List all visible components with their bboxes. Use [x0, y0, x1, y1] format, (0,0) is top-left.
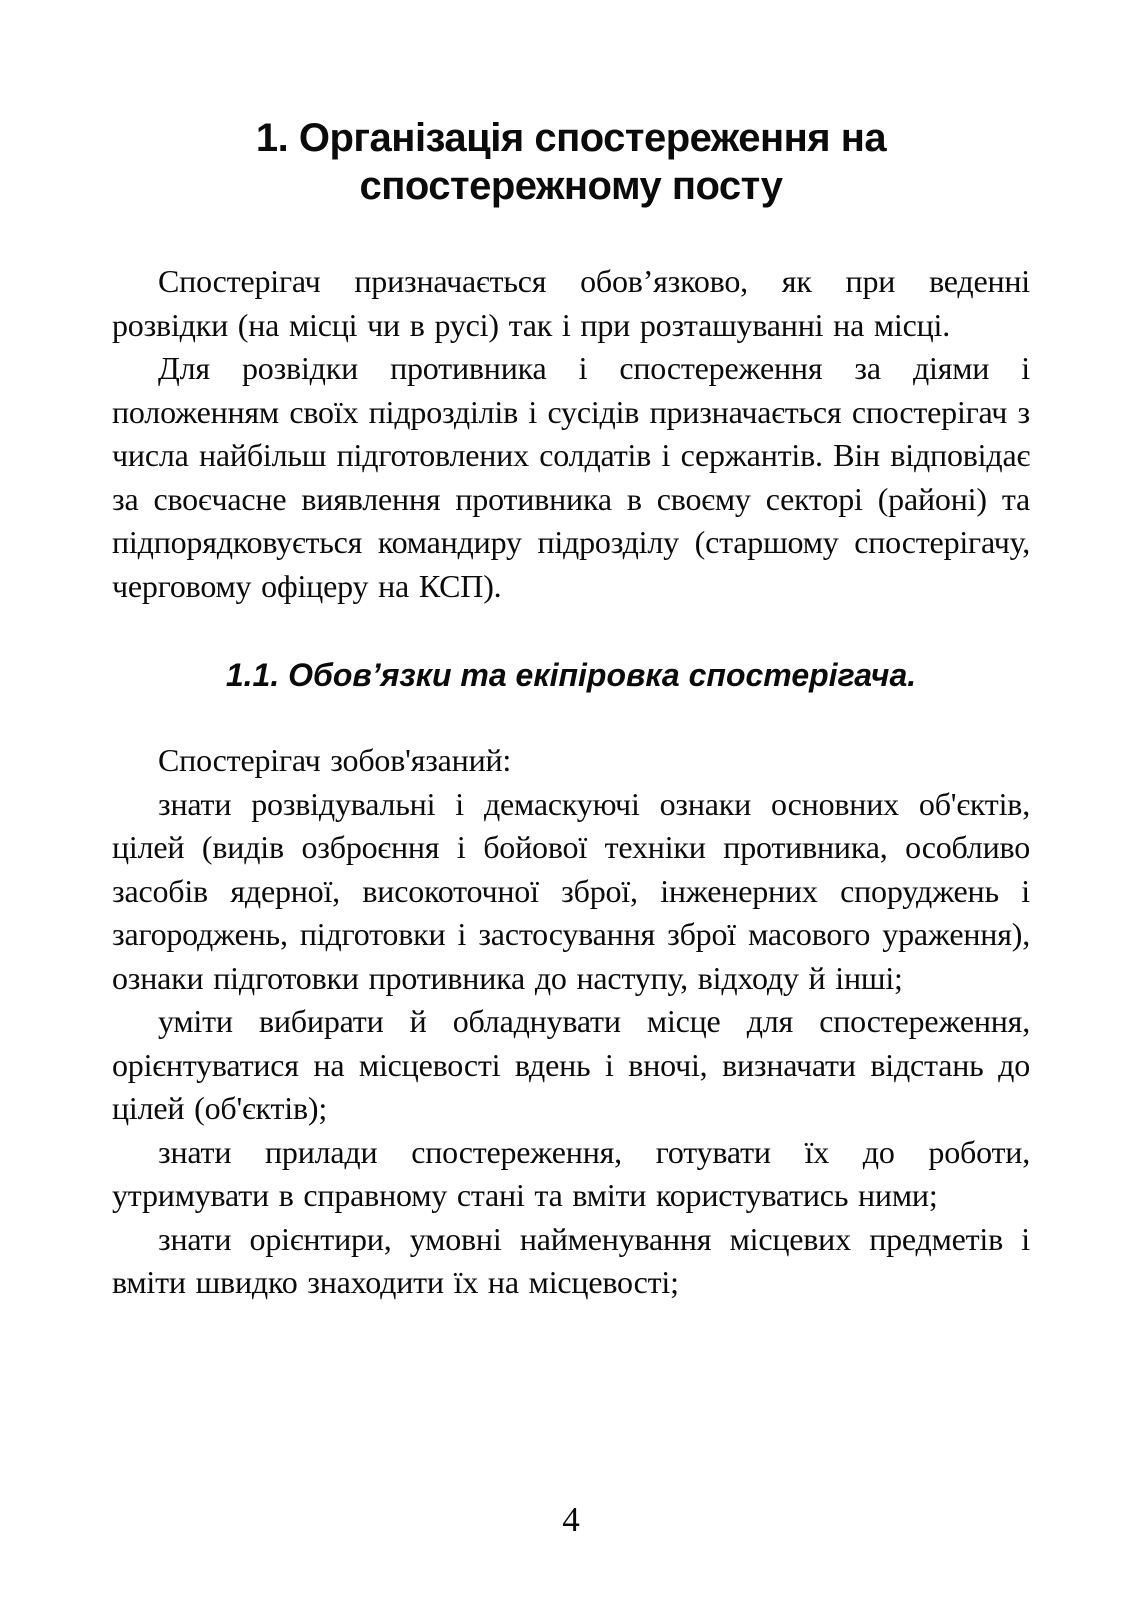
section-heading: 1.1. Обов’язки та екіпіровка спостерігача. — [225, 657, 917, 693]
page-number: 4 — [562, 1500, 580, 1539]
duty-paragraph: уміти вибирати й обладнувати місце для спостереження, орієнтуватися на місцевості вдень і вночі, визначати відстань до цілей (об'єктів); — [112, 1003, 1030, 1126]
chapter-heading — [112, 0, 1030, 210]
chapter-heading-line-2: спостережному посту — [359, 164, 783, 208]
duties-intro-paragraph: Спостерігач зобов'язаний: — [158, 742, 512, 778]
duty-paragraph: знати розвідувальні і демаскуючі ознаки основних об'єктів, цілей (видів озброєння і бойової техніки противника, особливо засобів ядерної, високоточної зброї, інженерних споруджень і загороджень, підготовки і застосування зброї масового ураження), ознаки підготовки противника до наступу, відходу й інші; — [112, 785, 1030, 996]
duty-paragraph: знати орієнтири, умовні найменування місцевих предметів і вміти швидко знаходити їх на місцевості; — [112, 1220, 1030, 1300]
intro-paragraph: Для розвідки противника і спостереження за діями і положенням своїх підрозділів і сусідів призначається спостерігач з числа найбільш підготовлених солдатів і сержантів. Він відповідає за своєчасне виявлення противника в своєму секторі (районі) та підпорядковується командиру підрозділу (старшому спостерігачу, черговому офіцеру на КСП). — [112, 350, 1030, 604]
intro-paragraph: Спостерігач призначається обов’язково, як при веденні розвідки (на місці чи в русі) так і при розташуванні на місці. — [112, 263, 1030, 343]
chapter-heading-line-1: 1. Організація спостереження на — [255, 116, 887, 160]
duty-paragraph: знати прилади спостереження, готувати їх до роботи, утримувати в справному стані та вміти користуватись ними; — [112, 1133, 1030, 1213]
